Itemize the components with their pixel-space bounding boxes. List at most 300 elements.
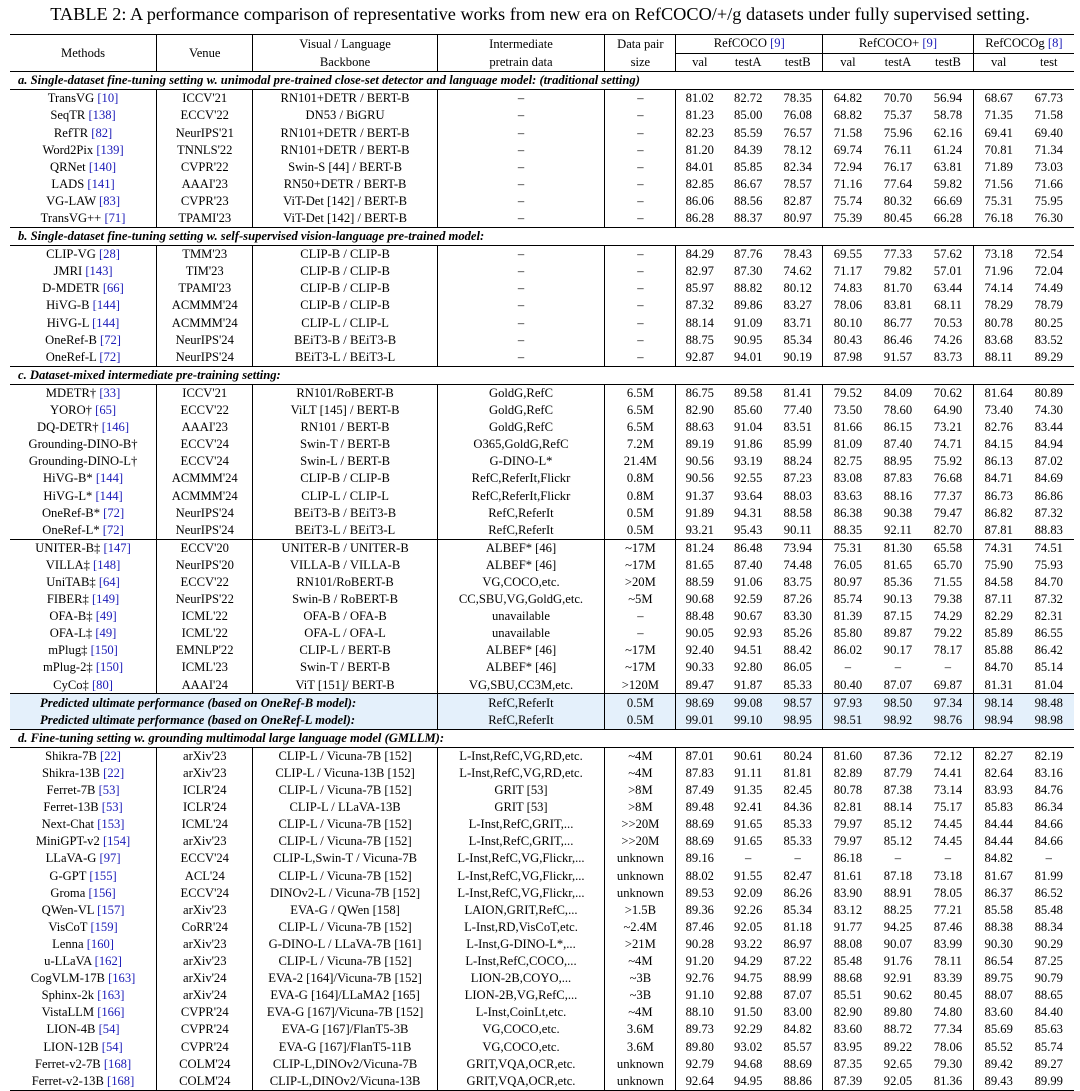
sub-testa: testA [884,54,912,69]
score-cell: 88.14 [883,800,913,815]
score-cell: 90.56 [685,454,714,469]
venue-cell: TMM'23 [157,245,253,263]
score-cell: 98.76 [923,711,973,729]
pair-size-cell: – [605,297,676,314]
score-cell: 80.40 [833,677,863,692]
method-name: Shikra-7B [45,748,101,763]
venue-cell: NeurIPS'24 [157,331,253,348]
pretrain-cell: VG,COCO,etc. [437,1038,605,1055]
citation: [148] [93,557,121,572]
score-cell: 75.95 [1034,193,1063,208]
pretrain-cell: RefC,ReferIt,Flickr [437,470,605,487]
score-cell: 85.63 [1034,1022,1063,1037]
venue-cell: ICCV'21 [157,90,253,108]
score-cell: 59.82 [923,176,973,193]
pretrain-cell: – [437,193,605,210]
pair-size-cell: – [605,331,676,348]
score-cell: 90.33 [685,660,714,675]
score-cell: 83.75 [773,574,822,591]
method-cell [10,902,157,919]
citation: [53] [101,800,123,815]
score-cell: 90.56 [685,471,714,486]
table-row [10,747,1074,765]
score-cell: 84.94 [1034,437,1063,452]
pair-size-cell: >1.5B [605,902,676,919]
score-cell: 89.27 [1034,1056,1063,1071]
score-cell: 87.38 [883,783,913,798]
citation: [64] [98,574,120,589]
pair-size-cell: – [605,349,676,367]
backbone-cell: RN50+DETR / BERT-B [253,176,437,193]
method-name: VG-LAW [46,193,100,208]
score-cell: 94.51 [734,643,763,658]
citation: [144] [92,298,120,313]
score-cell: 85.52 [984,1039,1013,1054]
pretrain-cell: – [437,331,605,348]
table-row [10,608,1074,625]
score-cell: 86.73 [984,488,1013,503]
venue-cell: NeurIPS'24 [157,521,253,539]
score-cell: 71.16 [833,176,863,191]
score-cell: 70.70 [873,90,923,108]
score-cell: 73.94 [773,539,822,557]
score-cell: 77.37 [923,487,973,504]
pair-size-cell: 0.5M [605,504,676,521]
score-cell: 80.97 [773,210,822,228]
score-cell: – [745,851,752,866]
venue-cell: ECCV'24 [157,850,253,867]
score-cell: 83.60 [833,1022,863,1037]
score-cell: 87.39 [823,1072,873,1090]
score-cell: 77.64 [883,176,913,191]
score-cell: 87.83 [883,471,913,486]
score-cell: 91.35 [734,783,763,798]
citation: [54] [98,1022,120,1037]
pair-size-cell: 0.8M [605,487,676,504]
venue-cell: ICLR'24 [157,799,253,816]
backbone-cell: CLIP-L,Swin-T / Vicuna-7B [253,850,437,867]
score-cell: 86.75 [676,384,723,402]
score-cell: 86.26 [773,884,822,901]
score-cell: 84.01 [685,159,714,174]
score-cell: 67.73 [1024,90,1074,108]
method-cell [10,521,157,539]
pair-size-cell: – [605,124,676,141]
venue-cell: TIM'23 [157,263,253,280]
score-cell: 83.51 [773,419,822,436]
col-backbone-l1: Visual / Language [253,35,437,54]
venue-cell: arXiv'24 [157,970,253,987]
pair-size-cell: 6.5M [605,402,676,419]
method-name: Sphinx-2k [41,988,98,1003]
score-cell: 81.67 [984,868,1013,883]
backbone-cell: DINOv2-L / Vicuna-7B [152] [253,884,437,901]
pair-size-cell: 6.5M [605,419,676,436]
performance-table [10,34,1074,1091]
score-cell: 77.21 [923,902,973,919]
pretrain-cell: L-Inst,RefC,VG,RD,etc. [437,747,605,765]
backbone-cell: CLIP-L / Vicuna-7B [152] [253,782,437,799]
method-name: RefTR [53,125,92,140]
score-cell: 93.19 [734,454,763,469]
method-cell [10,331,157,348]
pair-size-cell: – [605,245,676,263]
score-cell: 81.41 [773,384,822,402]
backbone-cell: BEiT3-L / BEiT3-L [253,521,437,539]
score-cell: 71.66 [1034,176,1063,191]
table-row [10,867,1074,884]
pair-size-cell: unknown [605,1072,676,1090]
table-row [10,539,1074,557]
backbone-cell: EVA-G [167]/Vicuna-7B [152] [253,1004,437,1021]
score-cell: 91.04 [734,420,763,435]
method-name: VisCoT [48,919,91,934]
score-cell: 85.34 [773,331,822,348]
pretrain-cell: LION-2B,COYO,... [437,970,605,987]
pretrain-cell: L-Inst,G-DINO-L*,... [437,936,605,953]
score-cell: 85.80 [833,626,863,641]
score-cell: 88.56 [734,193,763,208]
pretrain-cell: LION-2B,VG,RefC,... [437,987,605,1004]
score-cell: 85.48 [833,954,863,969]
venue-cell: EMNLP'22 [157,642,253,659]
pretrain-cell: RefC,ReferIt [437,694,605,712]
score-cell: 99.10 [723,711,773,729]
backbone-cell: Swin-T / BERT-B [253,659,437,676]
score-cell: 86.77 [883,315,913,330]
score-cell: 83.71 [773,314,822,331]
score-cell: 88.69 [773,1055,822,1072]
score-cell: 94.95 [723,1072,773,1090]
score-cell: 89.80 [883,1005,913,1020]
citation: [82] [91,125,113,140]
citation: [163] [108,971,136,986]
score-cell: 84.82 [984,851,1013,866]
method-name: QRNet [49,159,89,174]
score-cell: 83.12 [833,902,863,917]
method-name: D-MDETR [42,281,103,296]
score-cell: 76.57 [773,124,822,141]
pair-size-cell: ~4M [605,747,676,765]
score-cell: 88.11 [984,349,1013,364]
score-cell: 94.31 [734,505,763,520]
table-row [10,765,1074,782]
venue-cell: arXiv'23 [157,902,253,919]
score-cell: 86.13 [984,454,1013,469]
score-cell: 83.93 [984,783,1013,798]
score-cell: 92.26 [734,902,763,917]
score-cell: 92.11 [884,522,912,537]
pretrain-cell: L-Inst,RefC,VG,RD,etc. [437,765,605,782]
pair-size-cell: – [605,263,676,280]
score-cell: 81.61 [833,868,863,883]
score-cell: 73.03 [1034,159,1063,174]
score-cell: 85.69 [984,1022,1013,1037]
method-cell [10,349,157,367]
score-cell: 66.69 [923,193,973,210]
score-cell: 91.57 [883,349,913,364]
pair-size-cell: – [605,210,676,228]
method-cell [10,539,157,557]
score-cell: 68.11 [923,297,973,314]
score-cell: 81.30 [873,539,923,557]
score-cell: 88.42 [773,642,822,659]
score-cell: 92.29 [734,1022,763,1037]
score-cell: 80.10 [833,315,863,330]
score-cell: 76.05 [833,557,863,572]
pretrain-cell: VG,SBU,CC3M,etc. [437,676,605,694]
score-cell: 82.81 [833,800,863,815]
score-cell: 85.74 [1034,1039,1063,1054]
score-cell: 92.05 [734,919,763,934]
backbone-cell: ViT-Det [142] / BERT-B [253,193,437,210]
score-cell: 89.43 [973,1072,1023,1090]
score-cell: 74.71 [923,436,973,453]
score-cell: 82.45 [773,782,822,799]
score-cell: 87.32 [685,298,714,313]
method-name: Grounding-DINO-L† [28,454,138,469]
col-refcoco: RefCOCO [9] [676,35,823,54]
table-row [10,349,1074,367]
score-cell: 83.00 [773,1004,822,1021]
method-name: CyCo‡ [53,677,92,692]
pretrain-cell: – [437,245,605,263]
method-cell [10,245,157,263]
venue-cell: TPAMI'23 [157,280,253,297]
method-cell [10,833,157,850]
table-row [10,245,1074,263]
score-cell: 88.08 [833,936,863,951]
score-cell: 88.65 [1034,988,1063,1003]
score-cell: 71.34 [1034,142,1063,157]
score-cell: 91.11 [734,766,763,780]
pretrain-cell: – [437,314,605,331]
score-cell: 88.37 [734,211,763,225]
score-cell: 86.54 [984,954,1013,969]
section-header-row [10,72,1074,90]
backbone-cell: BEiT3-B / BEiT3-B [253,331,437,348]
venue-cell: ECCV'24 [157,436,253,453]
score-cell: 92.41 [734,800,763,815]
pretrain-cell: L-Inst,RefC,VG,Flickr,... [437,884,605,901]
venue-cell: CVPR'24 [157,1038,253,1055]
score-cell: 80.78 [833,783,863,798]
method-cell [10,158,157,175]
score-cell: 78.06 [923,1038,973,1055]
score-cell: 87.32 [1034,592,1063,607]
table-row [10,1038,1074,1055]
sub-val: val [840,54,856,69]
pair-size-cell: ~17M [605,539,676,557]
score-cell: 89.80 [685,1039,714,1054]
table-row [10,987,1074,1004]
pretrain-cell: L-Inst,RD,VisCoT,etc. [437,919,605,936]
score-cell: 74.41 [923,765,973,782]
score-cell: 91.10 [685,988,714,1003]
score-cell: 74.31 [973,539,1023,557]
backbone-cell: RN101 / BERT-B [253,419,437,436]
table-row [10,953,1074,970]
backbone-cell: CLIP-L / Vicuna-7B [152] [253,833,437,850]
method-name: QWen-VL [41,902,98,917]
score-cell: 78.12 [773,141,822,158]
score-cell: 83.30 [773,608,822,625]
score-cell: 88.69 [685,817,714,832]
pretrain-cell: L-Inst,RefC,VG,Flickr,... [437,850,605,867]
venue-cell: ECCV'22 [157,107,253,124]
score-cell: 86.37 [984,885,1013,900]
backbone-cell: CLIP-L / Vicuna-7B [152] [253,747,437,765]
backbone-cell: CLIP-L / LLaVA-13B [253,799,437,816]
score-cell: 87.18 [883,868,913,883]
table-row [10,936,1074,953]
score-cell: 76.30 [1034,211,1063,225]
score-cell: 88.68 [833,971,863,986]
pair-size-cell: 3.6M [605,1038,676,1055]
method-cell [10,676,157,694]
method-name: HiVG-B* [42,471,96,486]
sub-val: val [692,54,708,69]
score-cell: 84.70 [984,660,1013,675]
score-cell: 88.59 [685,574,714,589]
score-cell: 90.13 [883,592,913,607]
score-cell: 86.18 [833,851,863,866]
score-cell: 74.51 [1024,539,1074,557]
venue-cell: CVPR'24 [157,1004,253,1021]
score-cell: 68.82 [833,108,863,123]
backbone-cell: ViLT [145] / BERT-B [253,402,437,419]
citation: [150] [90,643,118,658]
score-cell: 99.08 [723,694,773,712]
venue-cell: ACMMM'24 [157,470,253,487]
pretrain-cell: VG,COCO,etc. [437,574,605,591]
score-cell: 89.36 [685,902,714,917]
backbone-cell: EVA-G [164]/LLaMA2 [165] [253,987,437,1004]
score-cell: 93.22 [734,936,763,951]
sub-testb: testB [773,53,822,72]
score-cell: 82.27 [973,747,1023,765]
col-refcocoplus: RefCOCO+ [9] [823,35,974,54]
score-cell: 86.02 [833,643,863,658]
table-row [10,504,1074,521]
predicted-title: Predicted ultimate performance (based on OneRef-B model): [10,694,437,712]
score-cell: 58.78 [923,107,973,124]
score-cell: 66.28 [923,210,973,228]
pair-size-cell: 7.2M [605,436,676,453]
method-cell [10,1038,157,1055]
pretrain-cell: RefC,ReferIt [437,504,605,521]
table-row [10,210,1074,228]
table-row [10,141,1074,158]
backbone-cell: CLIP-L / BERT-B [253,642,437,659]
score-cell: 93.64 [734,488,763,503]
section-title: b. Single-dataset fine-tuning setting w. self-supervised vision-language pre-trained model: [10,227,1074,245]
pretrain-cell: L-Inst,RefC,GRIT,... [437,816,605,833]
pair-size-cell: unknown [605,1055,676,1072]
venue-cell: AAAI'23 [157,176,253,193]
score-cell: 87.22 [773,953,822,970]
score-cell: 72.12 [923,747,973,765]
pretrain-cell: G-DINO-L* [437,453,605,470]
citation: [22] [100,748,121,763]
score-cell: 73.18 [923,867,973,884]
score-cell: 69.87 [923,676,973,694]
pair-size-cell: >21M [605,936,676,953]
score-cell: 78.79 [1034,298,1063,313]
col-pretrain-l1: Intermediate [437,35,605,54]
score-cell: 74.26 [923,331,973,348]
score-cell: 83.44 [1034,420,1063,435]
score-cell: 78.11 [923,953,973,970]
backbone-cell: CLIP-B / CLIP-B [253,280,437,297]
table-row [10,850,1074,867]
table-row [10,487,1074,504]
section-title: d. Fine-tuning setting w. grounding multimodal large language model (GMLLM): [10,729,1074,747]
score-cell: 99.01 [676,711,723,729]
score-cell: 73.14 [923,782,973,799]
score-cell: 91.50 [734,1005,763,1020]
score-cell: 85.33 [773,676,822,694]
venue-cell: CoRR'24 [157,919,253,936]
score-cell: 93.02 [734,1039,763,1054]
pair-size-cell: 0.5M [605,694,676,712]
venue-cell: TNNLS'22 [157,141,253,158]
score-cell: 89.19 [685,437,714,452]
score-cell: 84.66 [1034,817,1063,832]
method-cell [10,470,157,487]
sub-val: val [991,54,1007,69]
backbone-cell: CLIP-L / Vicuna-13B [152] [253,765,437,782]
table-row [10,676,1074,694]
score-cell: 83.81 [883,298,913,313]
score-cell: 88.24 [773,453,822,470]
method-name: LADS [51,176,88,191]
pair-size-cell: ~17M [605,557,676,574]
score-cell: 68.67 [973,90,1023,108]
method-cell [10,90,157,108]
pair-size-cell: – [605,176,676,193]
backbone-cell: EVA-2 [164]/Vicuna-7B [152] [253,970,437,987]
score-cell: 86.15 [883,420,913,435]
backbone-cell: EVA-G / QWen [158] [253,902,437,919]
pair-size-cell: – [605,90,676,108]
method-cell [10,919,157,936]
citation: [143] [85,264,113,279]
backbone-cell: RN101/RoBERT-B [253,384,437,402]
score-cell: 74.83 [833,281,863,296]
table-row [10,314,1074,331]
score-cell: 84.69 [1034,471,1063,486]
score-cell: 98.50 [873,694,923,712]
method-cell [10,314,157,331]
score-cell: 92.88 [734,988,763,1003]
pair-size-cell: ~4M [605,953,676,970]
method-name: DQ-DETR† [37,420,102,435]
score-cell: 92.59 [734,592,763,607]
method-name: OFA-B‡ [49,609,96,624]
score-cell: 87.07 [773,987,822,1004]
score-cell: 81.70 [883,281,913,296]
score-cell: 98.48 [1024,694,1074,712]
pair-size-cell: – [605,193,676,210]
method-cell [10,987,157,1004]
venue-cell: AAAI'23 [157,419,253,436]
score-cell: 90.68 [685,592,714,607]
score-cell: 98.69 [676,694,723,712]
score-cell: 71.56 [984,176,1013,191]
citation: [149] [91,592,120,607]
score-cell: 98.14 [973,694,1023,712]
